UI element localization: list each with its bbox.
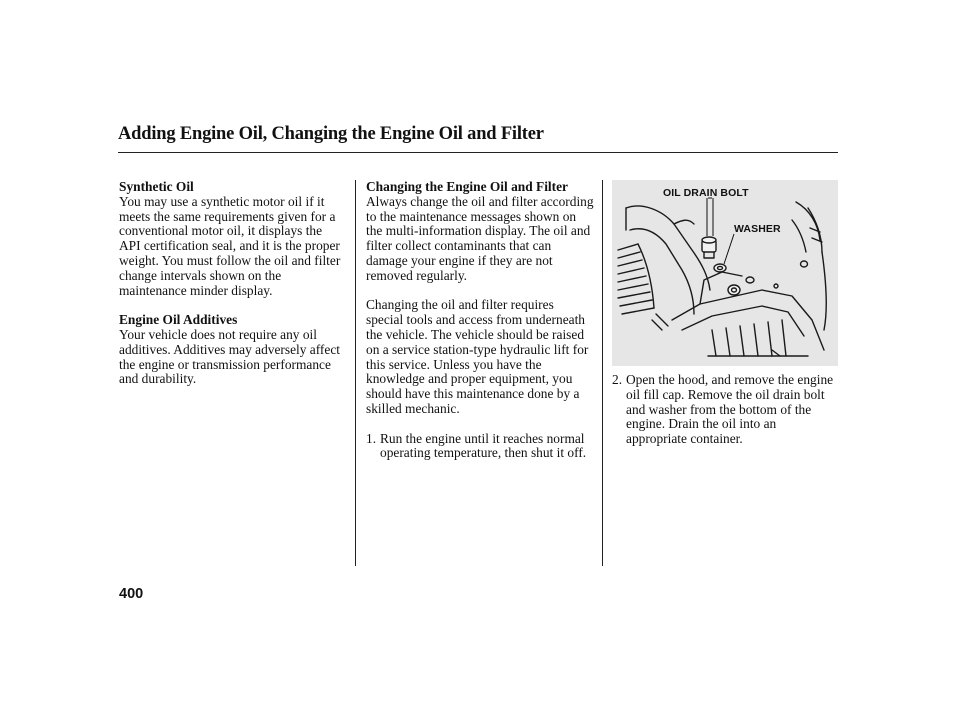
title-underline [118,152,838,153]
step-1 [366,432,594,462]
step-number: 2. [612,372,623,387]
engine-underside-drawing [612,180,838,366]
column-1 [119,180,345,402]
section-body: You may use a synthetic motor oil if it meets the same requirements given for a conventional motor oil, it displays the API certification seal, and it is the proper weight. You must follow the oil and filter change intervals shown on the maintenance minder display. [119,193,341,298]
column-divider-2 [602,180,603,566]
section-synthetic-oil [119,180,345,298]
column-2 [366,180,594,461]
paragraph: Always change the oil and filter according to the maintenance messages shown on the multi-information display. The oil and filter collect contaminants that can damage your engine if they are not removed regularly. [366,193,594,283]
section-heading: Synthetic Oil [119,179,194,194]
paragraph: Changing the oil and filter requires special tools and access from underneath the vehicle. The vehicle should be raised on a service station-type hydraulic lift for this service. Unless you have the knowledge and proper equipment, you should have this maintenance done by a skilled mechanic. [366,297,589,416]
column-3 [612,180,840,447]
page-number: 400 [119,586,144,602]
section-engine-oil-additives [119,313,345,387]
column-divider-1 [355,180,356,566]
oil-drain-illustration [612,180,838,366]
step-text: Open the hood, and remove the engine oil fill cap. Remove the oil drain bolt and washer from the bottom of the engine. Drain the oil into an appropriate container. [626,372,834,447]
callout-washer: WASHER [734,223,781,235]
callout-oil-drain-bolt: OIL DRAIN BOLT [663,187,749,199]
step-number: 1. [366,430,377,446]
section-body: Your vehicle does not require any oil additives. Additives may adversely affect the engine or transmission performance and durability. [119,326,341,387]
step-2 [612,373,840,447]
step-text: Run the engine until it reaches normal operating temperature, then shut it off. [380,430,587,461]
section-heading: Changing the Engine Oil and Filter [366,179,569,194]
page-title: Adding Engine Oil, Changing the Engine Oil and Filter [118,124,544,144]
section-heading: Engine Oil Additives [119,312,238,328]
